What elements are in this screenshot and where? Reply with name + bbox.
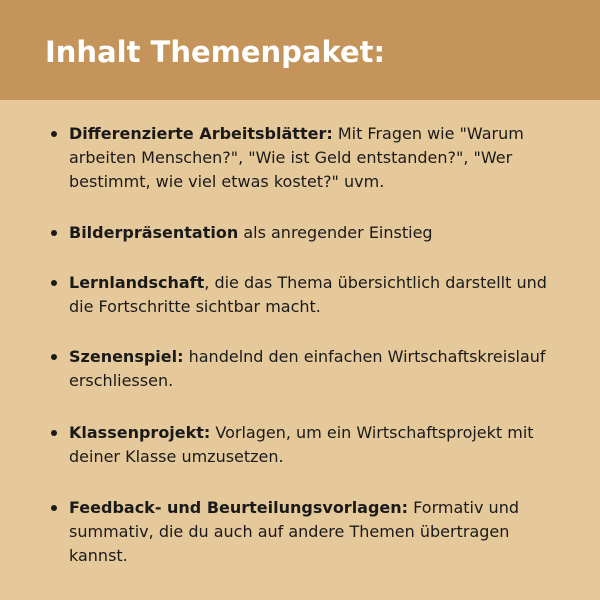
bullet-icon <box>51 354 57 360</box>
list-item-bold: Szenenspiel: <box>69 347 184 366</box>
list-item-rest: als anregender Einstieg <box>238 223 433 242</box>
bullet-icon <box>51 430 57 436</box>
list-item-rest: handelnd den einfachen Wirtschaftskreislauf erschliessen. <box>69 347 546 390</box>
bullet-icon <box>51 505 57 511</box>
list-item-rest: Mit Fragen wie "Warum arbeiten Menschen?", "Wie ist Geld entstanden?", "Wer bestimmt, wie viel etwas kostet?" uvm. <box>69 124 524 191</box>
content-area <box>0 100 600 600</box>
list-item-rest: Formativ und summativ, die du auch auf andere Themen übertragen kannst. <box>69 498 519 565</box>
bullet-icon <box>51 280 57 286</box>
list-item-text <box>69 345 551 393</box>
list-item-bold: Lernlandschaft <box>69 273 205 292</box>
list-item-bold: Feedback- und Beurteilungsvorlagen: <box>69 498 409 517</box>
list-item-rest: , die das Thema übersichtlich darstellt und die Fortschritte sichtbar macht. <box>69 273 547 316</box>
list-item <box>51 421 551 469</box>
list-item <box>51 271 551 319</box>
bullet-icon <box>51 230 57 236</box>
list-item-text <box>69 221 551 245</box>
page-title: Inhalt Themenpaket: <box>45 35 386 69</box>
list-item-bold: Klassenprojekt: <box>69 423 211 442</box>
list-item-text <box>69 122 551 194</box>
list-item <box>51 345 551 393</box>
list-item-bold: Differenzierte Arbeitsblätter: <box>69 124 333 143</box>
header-banner <box>0 0 600 100</box>
list-item-bold: Bilderpräsentation <box>69 223 239 242</box>
list-item <box>51 221 551 245</box>
list-item-text <box>69 496 551 568</box>
bullet-icon <box>51 131 57 137</box>
list-item <box>51 496 551 568</box>
list-item-text <box>69 421 551 469</box>
list-item-rest: Vorlagen, um ein Wirtschaftsprojekt mit deiner Klasse umzusetzen. <box>69 423 534 466</box>
list-item <box>51 122 551 194</box>
list-item-text <box>69 271 551 319</box>
